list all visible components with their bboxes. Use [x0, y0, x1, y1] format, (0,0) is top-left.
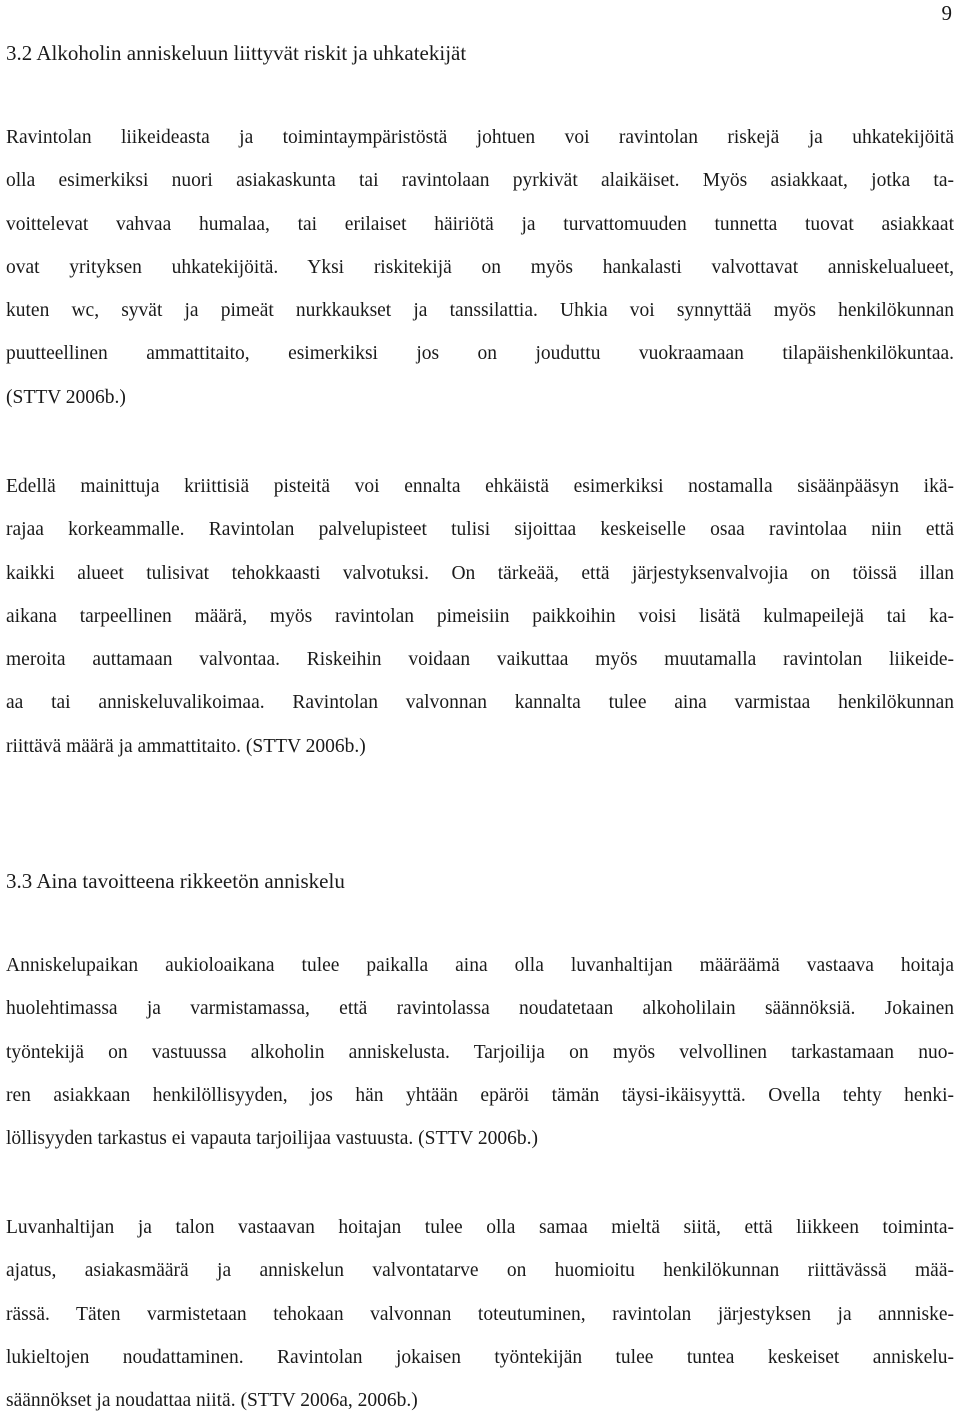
paragraph-responsible-manager [6, 944, 954, 1160]
paragraph-line: rajaa korkeammalle. Ravintolan palvelupisteet tulisi sijoittaa keskeiselle osaa ravintolaa niin että [6, 519, 954, 541]
paragraph-line: työntekijä on vastuussa alkoholin anniskelusta. Tarjoilija on myös velvollinen tarkastamaan nuo- [6, 1041, 954, 1063]
paragraph-line: meroita auttamaan valvontaa. Riskeihin voidaan vaikuttaa myös muutamalla ravintolan liikeide- [6, 649, 954, 671]
paragraph-line: huolehtimassa ja varmistamassa, että ravintolassa noudatetaan alkoholilain säännöksiä. Jokainen [6, 998, 954, 1020]
paragraph-line: aa tai anniskeluvalikoimaa. Ravintolan valvonnan kannalta tulee aina varmistaa henkilökunnan [6, 692, 954, 714]
paragraph-line: Ravintolan liikeideasta ja toimintaympäristöstä johtuen voi ravintolan riskejä ja uhkatekijöitä [6, 127, 954, 148]
paragraph-line: ovat yrityksen uhkatekijöitä. Yksi riskitekijä on myös hankalasti valvottavat anniskelualueet, [6, 256, 954, 278]
page-number: 9 [941, 1, 952, 25]
paragraph-critical-points [6, 465, 954, 768]
paragraph-line: rässä. Täten varmistetaan tehokaan valvonnan toteutuminen, ravintolan järjestyksen ja annniske- [6, 1303, 954, 1325]
paragraph-line: puutteellinen ammattitaito, esimerkiksi jos on jouduttu vuokraamaan tilapäishenkilökuntaa. [6, 343, 954, 365]
paragraph-line: olla esimerkiksi nuori asiakaskunta tai ravintolaan pyrkivät alaikäiset. Myös asiakkaat, jotka ta- [6, 170, 954, 192]
paragraph-line: ajatus, asiakasmäärä ja anniskelun valvontatarve on huomioitu henkilökunnan riittävässä mää- [6, 1260, 954, 1282]
paragraph-line: (STTV 2006b.) [6, 386, 126, 408]
paragraph-licence-holder [6, 1206, 954, 1422]
paragraph-line: Edellä mainittuja kriittisiä pisteitä voi ennalta ehkäistä esimerkiksi nostamalla sisäänpääsyn ikä- [6, 476, 954, 497]
paragraph-risks [6, 116, 954, 419]
section-heading-3-3: 3.3 Aina tavoitteena rikkeetön anniskelu [6, 869, 345, 893]
paragraph-line: lukieltojen noudattaminen. Ravintolan jokaisen työntekijän tulee tuntea keskeiset anniskelu- [6, 1346, 954, 1368]
paragraph-line: Anniskelupaikan aukioloaikana tulee paikalla aina olla luvanhaltijan määräämä vastaava hoitaja [6, 955, 954, 976]
paragraph-line: säännökset ja noudattaa niitä. (STTV 2006a, 2006b.) [6, 1390, 418, 1412]
paragraph-line: riittävä määrä ja ammattitaito. (STTV 2006b.) [6, 735, 366, 757]
paragraph-line: Luvanhaltijan ja talon vastaavan hoitajan tulee olla samaa mieltä siitä, että liikkeen toiminta- [6, 1217, 954, 1238]
paragraph-line: kaikki alueet tulisivat tehokkaasti valvotuksi. On tärkeää, että järjestyksenvalvojia on töissä illan [6, 562, 954, 584]
paragraph-line: aikana tarpeellinen määrä, myös ravintolan pimeisiin paikkoihin voisi lisätä kulmapeilejä tai ka- [6, 605, 954, 627]
paragraph-line: ren asiakkaan henkilöllisyyden, jos hän yhtään epäröi tämän täysi-ikäisyyttä. Ovella tehty henki- [6, 1084, 954, 1106]
paragraph-line: kuten wc, syvät ja pimeät nurkkaukset ja tanssilattia. Uhkia voi synnyttää myös henkilökunnan [6, 300, 954, 322]
paragraph-line: löllisyyden tarkastus ei vapauta tarjoilijaa vastuusta. (STTV 2006b.) [6, 1128, 538, 1150]
section-heading-3-2: 3.2 Alkoholin anniskeluun liittyvät riskit ja uhkatekijät [6, 41, 467, 65]
paragraph-line: voittelevat vahvaa humalaa, tai erilaiset häiriötä ja turvattomuuden tunnetta tuovat asiakkaat [6, 213, 954, 235]
